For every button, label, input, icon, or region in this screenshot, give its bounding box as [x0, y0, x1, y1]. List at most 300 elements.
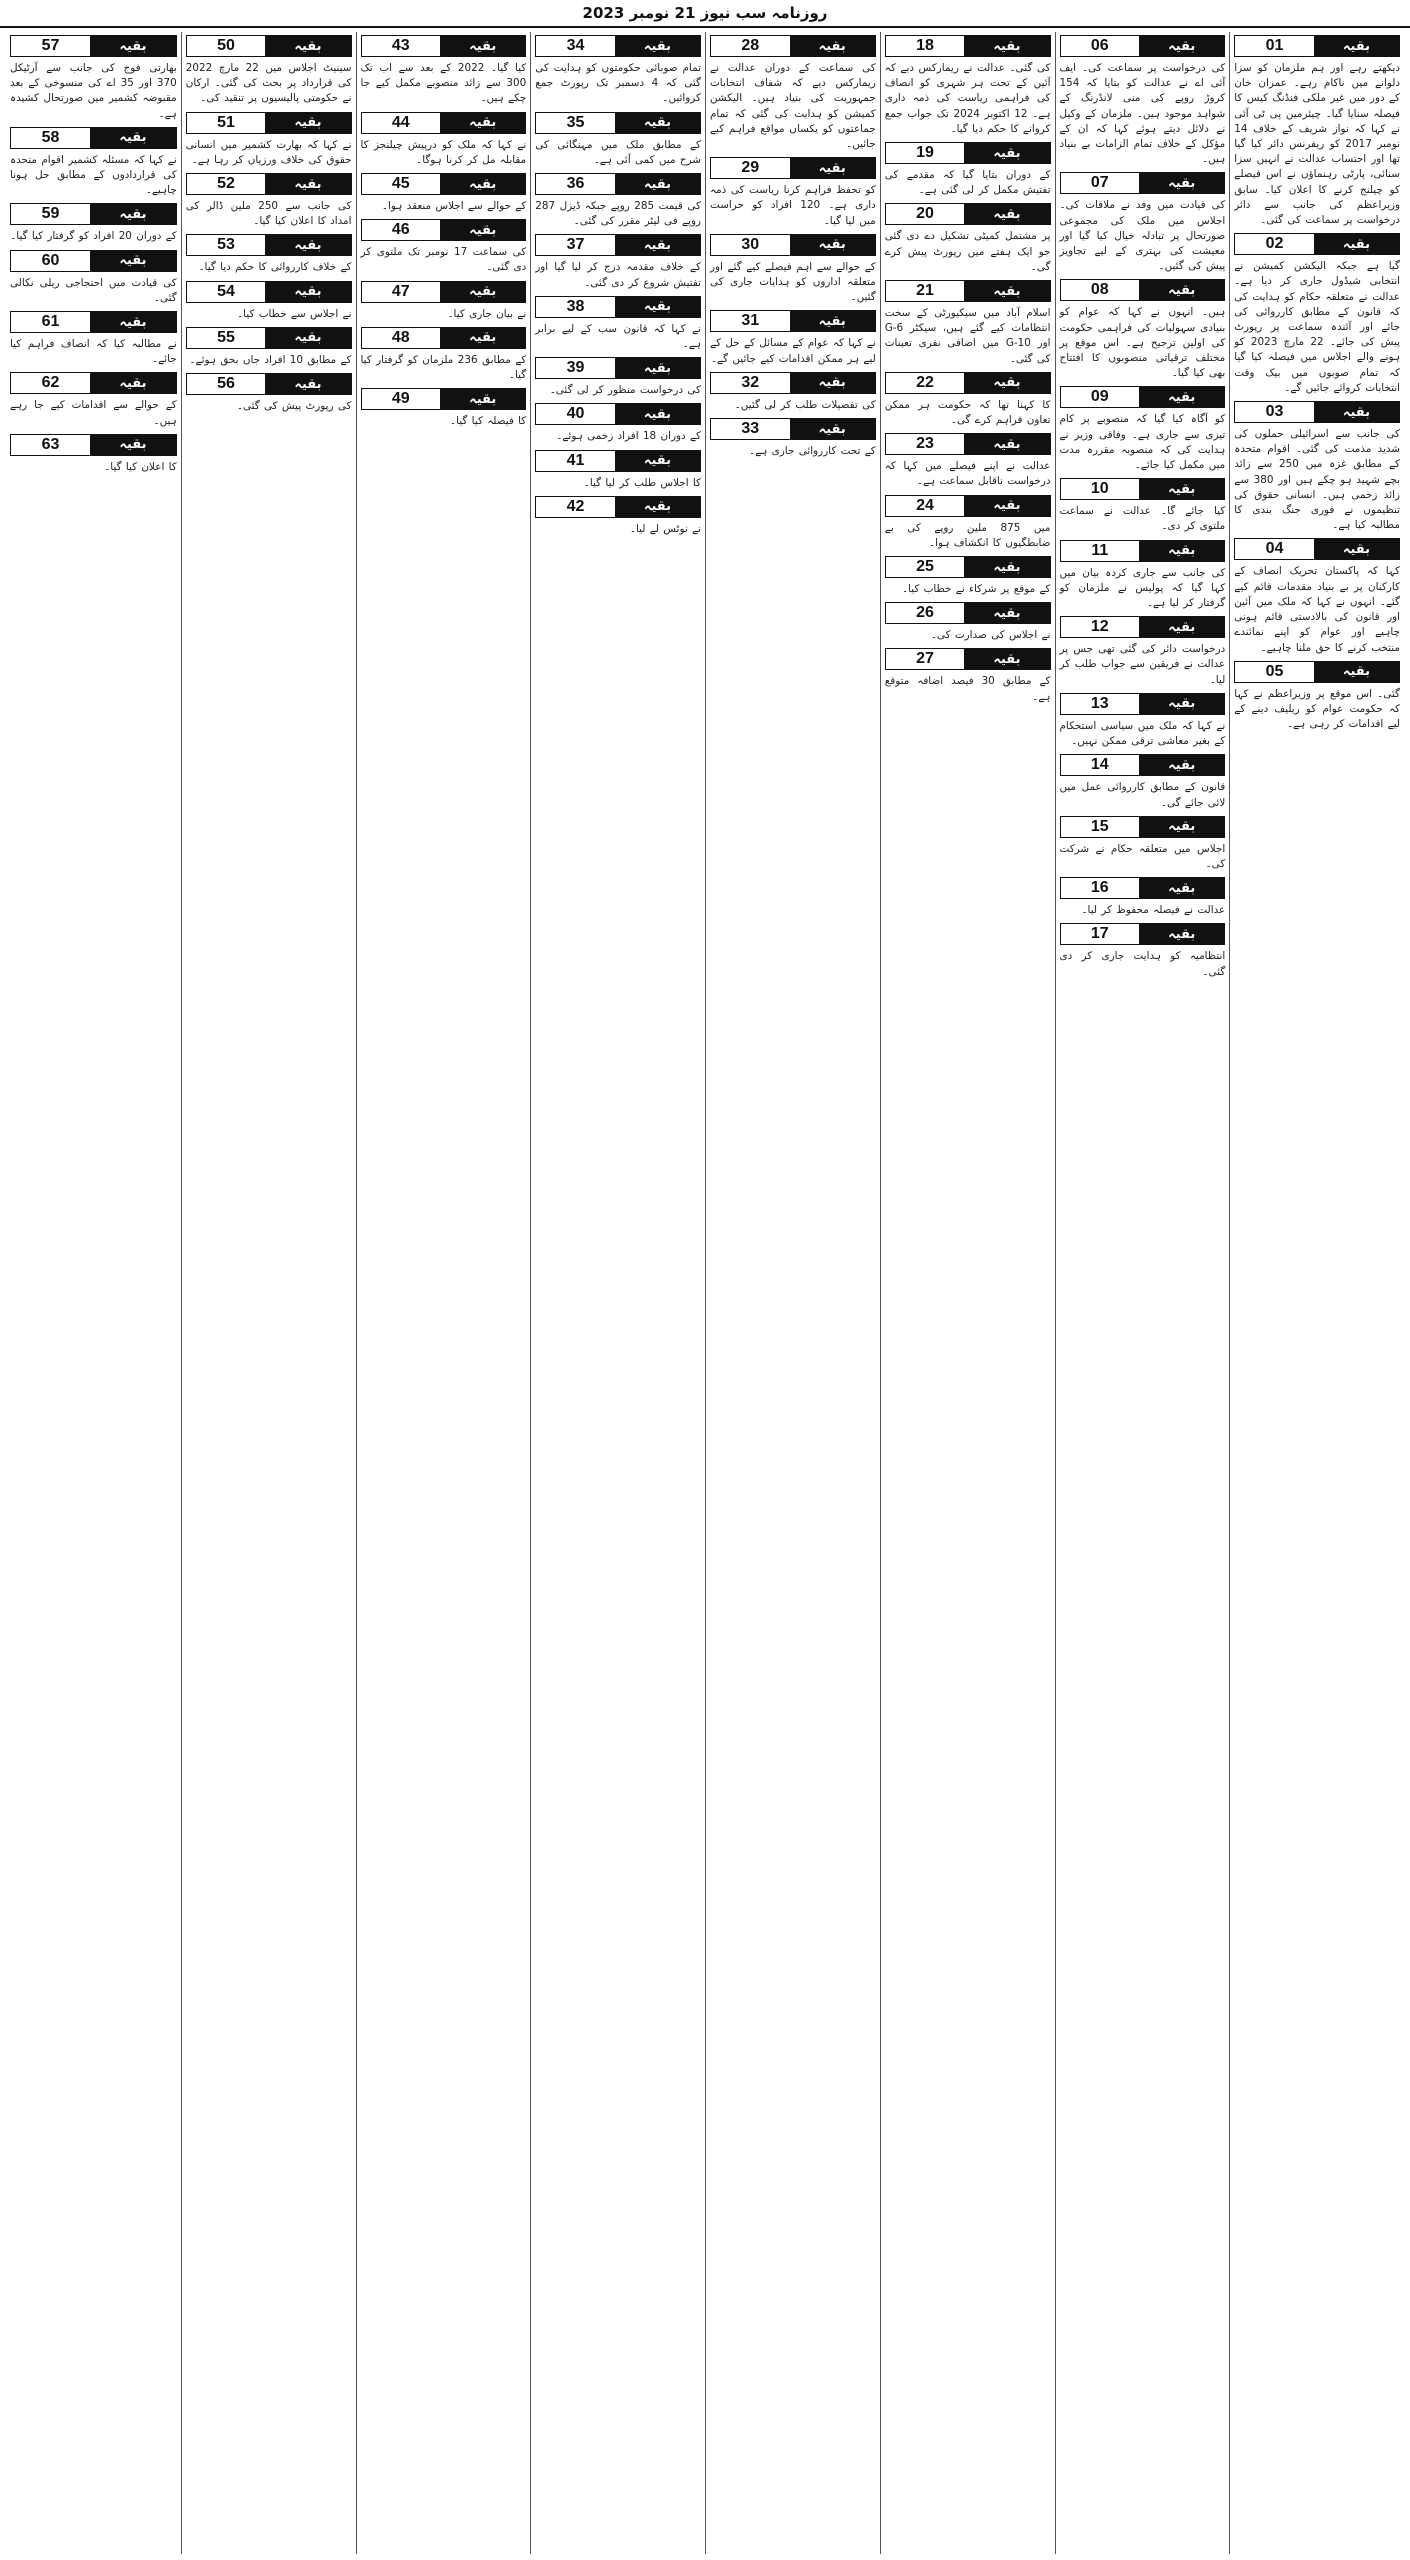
continuation-label: بقیہ [265, 235, 350, 255]
continuation-tag [10, 35, 177, 57]
continuation-label: بقیہ [265, 374, 350, 394]
continuation-text: کے مطابق 236 ملزمان کو گرفتار کیا گیا۔ [360, 353, 527, 382]
continuation-tag [1060, 540, 1226, 562]
continuation-tag [535, 296, 701, 318]
continuation-number: 37 [566, 236, 585, 254]
continuation-number: 18 [916, 37, 934, 54]
continuation-label: بقیہ [964, 496, 1049, 516]
continuation-tag [1060, 35, 1226, 57]
continuation-text: کے خلاف کارروائی کا حکم دیا گیا۔ [198, 261, 352, 274]
continuation-text: کی درخواست پر سماعت کی۔ ایف آئی اے نے عدالت کو بتایا کہ 154 کروڑ روپے کی منی لانڈرنگ کے شواہد موجود ہیں۔ ملزمان کے وکیل نے دلائل دیتے ہوئے کہا کہ ان کے مؤکل کے خلاف تمام الزامات بے بنیاد ہیں۔ [1059, 62, 1226, 166]
continuation-tag [361, 388, 527, 410]
continuation-block [710, 372, 876, 413]
continuation-number: 05 [1265, 662, 1284, 680]
continuation-number: 60 [41, 251, 60, 269]
continuation-text: نے کہا کہ ملک میں سیاسی استحکام کے بغیر معاشی ترقی ممکن نہیں۔ [1059, 719, 1226, 748]
continuation-text: کا اجلاس طلب کر لیا گیا۔ [583, 476, 701, 489]
continuation-label: بقیہ [964, 36, 1049, 56]
continuation-block [710, 157, 876, 229]
continuation-number: 46 [391, 221, 410, 239]
continuation-text: نے مطالبہ کیا کہ انصاف فراہم کیا جائے۔ [10, 338, 177, 366]
newspaper-columns [6, 32, 1404, 2554]
continuation-text: نے اجلاس کی صدارت کی۔ [930, 629, 1051, 642]
continuation-label: بقیہ [1139, 755, 1224, 775]
continuation-tag [1060, 693, 1226, 715]
continuation-text: کے مطابق 30 فیصد اضافہ متوقع ہے۔ [884, 675, 1051, 703]
continuation-block [361, 219, 527, 275]
continuation-number: 15 [1090, 817, 1109, 835]
continuation-text: کی قیمت 285 روپے جبکہ ڈیزل 287 روپے فی لیٹر مقرر کی گئی۔ [535, 200, 701, 228]
column-8 [6, 32, 181, 2554]
continuation-block [885, 35, 1051, 137]
continuation-text: ہیں۔ انہوں نے کہا کہ عوام کو بنیادی سہولیات کی فراہمی حکومت کی اولین ترجیح ہے۔ اس موقع پر مختلف ترقیاتی منصوبوں کا افتتاح بھی کیا گیا۔ [1059, 306, 1226, 380]
continuation-number: 03 [1265, 403, 1284, 421]
continuation-block [710, 35, 876, 152]
continuation-number: 17 [1090, 925, 1109, 943]
column-7 [181, 32, 356, 2554]
continuation-block [361, 388, 527, 429]
continuation-number: 40 [566, 405, 585, 423]
continuation-tag [361, 219, 527, 241]
continuation-text: کے دوران 20 افراد کو گرفتار کیا گیا۔ [10, 230, 177, 243]
continuation-label: بقیہ [615, 235, 700, 255]
continuation-number: 30 [741, 235, 760, 253]
continuation-label: بقیہ [1139, 694, 1224, 714]
continuation-text: کے مطابق ملک میں مہنگائی کی شرح میں کمی آئی ہے۔ [535, 138, 701, 166]
continuation-text: کا فیصلہ کیا گیا۔ [450, 415, 527, 428]
continuation-label: بقیہ [1139, 878, 1224, 898]
continuation-number: 33 [741, 420, 760, 438]
continuation-text: نے کہا کہ قانون سب کے لیے برابر ہے۔ [535, 322, 701, 351]
column-5 [530, 32, 705, 2554]
continuation-tag [710, 372, 876, 394]
continuation-number: 56 [217, 375, 235, 393]
continuation-label: بقیہ [265, 36, 350, 56]
column-1 [1229, 32, 1404, 2554]
continuation-text: گیا ہے جبکہ الیکشن کمیشن نے انتخابی شیڈول جاری کر دیا ہے۔ عدالت نے متعلقہ حکام کو ہدایت کی کہ قانون کے مطابق کارروائی کی جائے اور آئندہ سماعت پر رپورٹ پیش کی جائے۔ 22 مارچ 2023 کو ہونے والے اجلاس میں فیصلہ کیا گیا کہ تمام صوبوں میں بیک وقت انتخابات کروائے جائیں گے۔ [1234, 260, 1401, 394]
continuation-text: کی جانب سے جاری کردہ بیان میں کہا گیا کہ پولیس نے ملزمان کو گرفتار کر لیا ہے۔ [1059, 566, 1226, 610]
continuation-block [361, 281, 527, 322]
continuation-text: دیکھتے رہے اور ہم ملزمان کو سزا دلوانے میں ناکام رہے۔ عمران خان کے دور میں غیر ملکی فنڈنگ کیس کا فیصلہ سنایا گیا۔ چیئرمین پی ٹی آئی نے کہا کہ نواز شریف کے خلاف 14 نومبر 2017 کو ریفرنس دائر کیا گیا تھا اور احتساب عدالت نے انہیں سزا سنائی، پارٹی رہنماؤں نے اس فیصلے کو چیلنج کرنے کا اعلان کیا۔ سابق وزیراعظم کی جانب سے دائر درخواست پر سماعت کی گئی۔ [1234, 62, 1400, 227]
continuation-label: بقیہ [615, 297, 700, 317]
continuation-number: 48 [391, 328, 410, 346]
continuation-label: بقیہ [90, 128, 176, 148]
continuation-block [885, 203, 1051, 275]
continuation-text: میں 875 ملین روپے کی بے ضابطگیوں کا انکشاف ہوا۔ [884, 521, 1051, 549]
continuation-tag [710, 234, 876, 256]
continuation-text: کے حوالے سے اہم فیصلے کیے گئے اور متعلقہ اداروں کو ہدایات جاری کی گئیں۔ [710, 260, 876, 304]
continuation-tag [186, 327, 352, 349]
continuation-text: گئی۔ اس موقع پر وزیراعظم نے کہا کہ حکومت عوام کو ریلیف دینے کے لیے اقدامات کر رہی ہے۔ [1234, 687, 1400, 731]
continuation-number: 49 [391, 390, 410, 408]
continuation-number: 01 [1265, 37, 1284, 54]
continuation-block [1234, 35, 1400, 228]
continuation-text: نے نوٹس لے لیا۔ [629, 522, 701, 535]
continuation-label: بقیہ [790, 419, 875, 439]
continuation-label: بقیہ [615, 497, 700, 517]
continuation-number: 43 [391, 37, 410, 54]
continuation-tag [1234, 538, 1400, 560]
continuation-number: 36 [566, 175, 585, 193]
continuation-label: بقیہ [1139, 617, 1224, 637]
continuation-label: بقیہ [1314, 662, 1399, 682]
continuation-block [535, 450, 701, 491]
continuation-tag [10, 250, 177, 272]
continuation-block [885, 556, 1051, 597]
continuation-text: کی تفصیلات طلب کر لی گئیں۔ [734, 398, 876, 411]
continuation-number: 02 [1265, 235, 1284, 253]
continuation-label: بقیہ [1314, 539, 1399, 559]
continuation-block [361, 173, 527, 214]
continuation-number: 24 [916, 496, 934, 514]
continuation-block [710, 418, 876, 459]
continuation-number: 55 [217, 328, 235, 346]
continuation-number: 51 [217, 113, 235, 131]
continuation-number: 12 [1090, 618, 1109, 636]
column-2 [1055, 32, 1230, 2554]
continuation-number: 28 [741, 37, 760, 54]
continuation-text: اسلام آباد میں سیکیورٹی کے سخت انتظامات کیے گئے ہیں، سیکٹر G-6 اور G-10 میں اضافی نفری تعینات کی گئی۔ [884, 307, 1051, 365]
continuation-text: نے کہا کہ بھارت کشمیر میں انسانی حقوق کی خلاف ورزیاں کر رہا ہے۔ [185, 138, 352, 166]
continuation-tag [1060, 923, 1226, 945]
continuation-label: بقیہ [964, 373, 1049, 393]
continuation-tag [885, 280, 1051, 302]
continuation-number: 58 [41, 128, 60, 146]
continuation-block [1060, 35, 1226, 167]
continuation-tag [186, 173, 352, 195]
continuation-tag [361, 281, 527, 303]
continuation-text: کا اعلان کیا گیا۔ [104, 460, 177, 473]
continuation-block [1060, 540, 1226, 612]
continuation-block [186, 173, 352, 229]
continuation-number: 39 [566, 359, 585, 377]
continuation-tag [1060, 386, 1226, 408]
column-4 [705, 32, 880, 2554]
continuation-number: 52 [217, 175, 235, 193]
continuation-text: کا کہنا تھا کہ حکومت ہر ممکن تعاون فراہم کرے گی۔ [884, 398, 1051, 427]
continuation-number: 45 [391, 175, 410, 193]
continuation-block [186, 373, 352, 414]
continuation-tag [535, 35, 701, 57]
continuation-tag [885, 142, 1051, 164]
continuation-tag [186, 112, 352, 134]
continuation-label: بقیہ [615, 113, 700, 133]
continuation-label: بقیہ [440, 328, 525, 348]
continuation-number: 29 [741, 159, 760, 177]
continuation-tag [885, 602, 1051, 624]
continuation-label: بقیہ [790, 311, 875, 331]
continuation-text: قانون کے مطابق کارروائی عمل میں لائی جائے گی۔ [1059, 781, 1226, 809]
continuation-label: بقیہ [615, 36, 700, 56]
continuation-text: کی قیادت میں احتجاجی ریلی نکالی گئی۔ [10, 276, 177, 304]
continuation-number: 31 [741, 312, 760, 330]
continuation-block [885, 372, 1051, 428]
continuation-tag [885, 648, 1051, 670]
continuation-tag [186, 281, 352, 303]
continuation-text: عدالت نے اپنے فیصلے میں کہا کہ درخواست ناقابل سماعت ہے۔ [884, 460, 1051, 488]
continuation-tag [361, 112, 527, 134]
continuation-label: بقیہ [964, 204, 1049, 224]
continuation-tag [885, 372, 1051, 394]
continuation-block [186, 327, 352, 368]
continuation-tag [361, 173, 527, 195]
continuation-label: بقیہ [90, 204, 176, 224]
continuation-number: 38 [566, 297, 585, 315]
continuation-text: تمام صوبائی حکومتوں کو ہدایت کی گئی کہ 4 دسمبر تک رپورٹ جمع کروائیں۔ [535, 62, 701, 105]
continuation-tag [10, 203, 177, 225]
continuation-tag [1234, 401, 1400, 423]
continuation-tag [535, 234, 701, 256]
continuation-tag [1060, 279, 1226, 301]
continuation-text: انتظامیہ کو ہدایت جاری کر دی گئی۔ [1059, 950, 1226, 978]
continuation-block [361, 327, 527, 383]
continuation-tag [1234, 661, 1400, 683]
continuation-block [361, 112, 527, 168]
continuation-text: کے حوالے سے اجلاس منعقد ہوا۔ [381, 200, 527, 213]
continuation-block [1060, 386, 1226, 473]
continuation-tag [535, 496, 701, 518]
continuation-number: 35 [566, 113, 585, 131]
continuation-label: بقیہ [1314, 36, 1399, 56]
continuation-number: 62 [41, 374, 60, 392]
continuation-block [10, 35, 177, 122]
continuation-label: بقیہ [1139, 36, 1224, 56]
continuation-text: کی جانب سے اسرائیلی حملوں کی شدید مذمت کی گئی۔ اقوام متحدہ کے مطابق غزہ میں 250 سے زائد بچے شہید ہو چکے ہیں اور 380 سے زائد زخمی ہیں۔ انسانی حقوق کی تنظیموں نے فوری جنگ بندی کا مطالبہ کیا ہے۔ [1234, 428, 1400, 532]
continuation-block [186, 234, 352, 275]
continuation-number: 41 [566, 451, 585, 469]
continuation-tag [710, 35, 876, 57]
continuation-text: درخواست دائر کی گئی تھی جس پر عدالت نے فریقین سے جواب طلب کر لیا۔ [1059, 643, 1226, 686]
continuation-tag [1060, 877, 1226, 899]
continuation-block [10, 434, 177, 475]
continuation-block [186, 112, 352, 168]
continuation-label: بقیہ [964, 649, 1049, 669]
continuation-text: کی رپورٹ پیش کی گئی۔ [236, 400, 352, 413]
continuation-block [10, 127, 177, 199]
continuation-label: بقیہ [90, 435, 176, 455]
continuation-text: کی سماعت 17 نومبر تک ملتوی کر دی گئی۔ [360, 246, 527, 274]
continuation-text: کیا جائے گا۔ عدالت نے سماعت ملتوی کر دی۔ [1059, 505, 1226, 533]
continuation-number: 59 [41, 205, 60, 223]
continuation-tag [186, 234, 352, 256]
continuation-text: اجلاس میں متعلقہ حکام نے شرکت کی۔ [1059, 842, 1226, 870]
masthead-title: روزنامہ سب نیوز 21 نومبر 2023 [582, 4, 828, 22]
continuation-number: 42 [566, 497, 585, 515]
continuation-text: کی قیادت میں وفد نے ملاقات کی۔ اجلاس میں ملک کی مجموعی صورتحال پر تبادلہ خیال کیا گیا اور معیشت کی بہتری کے لیے تجاویز پیش کی گئیں۔ [1059, 199, 1226, 273]
continuation-text: پر مشتمل کمیٹی تشکیل دے دی گئی جو ایک ہفتے میں رپورٹ پیش کرے گی۔ [884, 230, 1051, 273]
continuation-text: کے حوالے سے اقدامات کیے جا رہے ہیں۔ [10, 399, 177, 427]
continuation-label: بقیہ [1314, 402, 1399, 422]
continuation-tag [535, 357, 701, 379]
continuation-number: 10 [1090, 480, 1109, 498]
continuation-block [1060, 923, 1226, 979]
continuation-text: نے بیان جاری کیا۔ [447, 307, 527, 320]
continuation-block [535, 357, 701, 398]
continuation-tag [361, 327, 527, 349]
continuation-block [186, 35, 352, 107]
continuation-tag [535, 403, 701, 425]
continuation-number: 47 [391, 282, 410, 300]
continuation-block [885, 495, 1051, 551]
continuation-label: بقیہ [440, 220, 525, 240]
continuation-text: نے اجلاس سے خطاب کیا۔ [237, 307, 352, 320]
continuation-label: بقیہ [964, 434, 1049, 454]
column-3 [880, 32, 1055, 2554]
continuation-text: کو آگاہ کیا گیا کہ منصوبے پر کام تیزی سے جاری ہے۔ وفاقی وزیر نے ہدایت کی کہ منصوبہ مقررہ مدت میں مکمل کیا جائے۔ [1059, 413, 1226, 472]
continuation-block [1060, 816, 1226, 872]
continuation-block [10, 372, 177, 428]
continuation-tag [885, 495, 1051, 517]
continuation-label: بقیہ [1314, 234, 1399, 254]
continuation-block [710, 310, 876, 366]
continuation-tag [10, 372, 177, 394]
continuation-label: بقیہ [1139, 280, 1224, 300]
continuation-block [10, 250, 177, 306]
continuation-block [710, 234, 876, 306]
continuation-tag [885, 433, 1051, 455]
continuation-text: کے خلاف مقدمہ درج کر لیا گیا اور تفتیش شروع کر دی گئی۔ [535, 261, 701, 289]
continuation-tag [1234, 35, 1400, 57]
continuation-tag [10, 311, 177, 333]
continuation-block [535, 496, 701, 537]
continuation-label: بقیہ [265, 113, 350, 133]
continuation-tag [361, 35, 527, 57]
continuation-number: 16 [1090, 879, 1109, 897]
continuation-text: کے دوران بتایا گیا کہ مقدمے کی تفتیش مکمل کر لی گئی ہے۔ [884, 169, 1051, 197]
continuation-label: بقیہ [964, 143, 1049, 163]
continuation-label: بقیہ [615, 451, 700, 471]
continuation-block [1060, 478, 1226, 534]
continuation-tag [10, 434, 177, 456]
continuation-label: بقیہ [90, 251, 176, 271]
column-6 [356, 32, 531, 2554]
continuation-text: کہا کہ پاکستان تحریک انصاف کے کارکنان پر بے بنیاد مقدمات قائم کیے گئے۔ انہوں نے کہا کہ ملک میں آئین اور قانون کی بالادستی قائم ہونی چاہیے اور عوام کو اپنے نمائندے منتخب کرنے کا حق ملنا چاہیے۔ [1234, 565, 1400, 654]
continuation-number: 22 [916, 373, 934, 391]
continuation-number: 23 [916, 435, 934, 453]
continuation-tag [1234, 233, 1400, 255]
continuation-tag [1060, 172, 1226, 194]
continuation-number: 54 [217, 282, 235, 300]
continuation-tag [1060, 478, 1226, 500]
continuation-block [1234, 661, 1400, 733]
continuation-tag [535, 450, 701, 472]
continuation-text: کو تحفظ فراہم کرنا ریاست کی ذمہ داری ہے۔ 120 افراد کو حراست میں لیا گیا۔ [710, 184, 876, 227]
continuation-label: بقیہ [440, 174, 525, 194]
continuation-number: 06 [1090, 37, 1109, 54]
continuation-block [535, 296, 701, 352]
continuation-tag [535, 112, 701, 134]
continuation-number: 09 [1090, 388, 1109, 406]
continuation-label: بقیہ [790, 373, 875, 393]
continuation-block [885, 433, 1051, 489]
continuation-tag [885, 35, 1051, 57]
continuation-label: بقیہ [964, 281, 1049, 301]
continuation-text: کی درخواست منظور کر لی گئی۔ [549, 384, 701, 397]
continuation-label: بقیہ [265, 328, 350, 348]
continuation-number: 27 [916, 650, 934, 668]
continuation-block [885, 280, 1051, 367]
continuation-block [535, 35, 701, 107]
continuation-number: 07 [1090, 174, 1109, 192]
continuation-label: بقیہ [615, 404, 700, 424]
continuation-block [885, 142, 1051, 198]
continuation-tag [710, 310, 876, 332]
continuation-block [10, 311, 177, 367]
continuation-label: بقیہ [790, 158, 875, 178]
continuation-block [1060, 172, 1226, 274]
continuation-text: کی سماعت کے دوران عدالت نے ریمارکس دیے کہ شفاف انتخابات جمہوریت کی بنیاد ہیں۔ الیکشن کمیشن کو ہدایت کی گئی کہ تمام جماعتوں کو یکساں مواقع فراہم کیے جائیں۔ [710, 62, 876, 151]
continuation-text: کیا گیا۔ 2022 کے بعد سے اب تک 300 سے زائد منصوبے مکمل کیے جا چکے ہیں۔ [360, 62, 527, 105]
continuation-text: کے موقع پر شرکاء نے خطاب کیا۔ [901, 583, 1051, 596]
continuation-tag [885, 203, 1051, 225]
continuation-label: بقیہ [1139, 541, 1224, 561]
continuation-block [1234, 538, 1400, 655]
continuation-block [1060, 754, 1226, 810]
continuation-label: بقیہ [615, 358, 700, 378]
continuation-label: بقیہ [265, 282, 350, 302]
continuation-tag [1060, 616, 1226, 638]
continuation-label: بقیہ [440, 282, 525, 302]
continuation-tag [710, 157, 876, 179]
continuation-text: کے دوران 18 افراد زخمی ہوئے۔ [556, 430, 701, 443]
continuation-text: کے تحت کارروائی جاری ہے۔ [749, 445, 876, 458]
continuation-block [1060, 616, 1226, 688]
continuation-number: 04 [1265, 540, 1284, 558]
continuation-text: کی جانب سے 250 ملین ڈالر کی امداد کا اعلان کیا گیا۔ [185, 200, 352, 228]
continuation-tag [10, 127, 177, 149]
continuation-text: بھارتی فوج کی جانب سے آرٹیکل 370 اور 35 اے کی منسوخی کے بعد مقبوضہ کشمیر میں صورتحال کشیدہ ہے۔ [10, 62, 177, 120]
continuation-tag [1060, 754, 1226, 776]
continuation-block [186, 281, 352, 322]
continuation-number: 20 [916, 205, 934, 223]
continuation-label: بقیہ [265, 174, 350, 194]
continuation-number: 61 [41, 313, 60, 331]
continuation-number: 32 [741, 373, 760, 391]
continuation-block [885, 648, 1051, 704]
continuation-number: 21 [916, 282, 934, 300]
continuation-label: بقیہ [1139, 479, 1224, 499]
continuation-label: بقیہ [1139, 924, 1224, 944]
continuation-text: عدالت نے فیصلہ محفوظ کر لیا۔ [1081, 904, 1226, 917]
continuation-tag [1060, 816, 1226, 838]
continuation-number: 11 [1091, 541, 1109, 559]
continuation-number: 34 [566, 37, 585, 54]
continuation-tag [885, 556, 1051, 578]
continuation-block [535, 403, 701, 444]
continuation-block [535, 234, 701, 290]
continuation-text: نے کہا کہ ملک کو درپیش چیلنجز کا مقابلہ مل کر کرنا ہوگا۔ [360, 138, 527, 166]
continuation-label: بقیہ [1139, 173, 1224, 193]
continuation-label: بقیہ [90, 312, 176, 332]
continuation-label: بقیہ [964, 603, 1049, 623]
continuation-tag [535, 173, 701, 195]
continuation-label: بقیہ [440, 36, 525, 56]
continuation-number: 08 [1090, 281, 1109, 299]
continuation-tag [186, 35, 352, 57]
continuation-block [1234, 233, 1400, 396]
continuation-label: بقیہ [615, 174, 700, 194]
continuation-label: بقیہ [1139, 817, 1224, 837]
continuation-label: بقیہ [90, 373, 176, 393]
continuation-block [1060, 693, 1226, 749]
masthead [0, 0, 1410, 28]
continuation-text: کے مطابق 10 افراد جاں بحق ہوئے۔ [189, 353, 352, 366]
continuation-label: بقیہ [790, 36, 875, 56]
continuation-number: 50 [217, 37, 235, 54]
continuation-number: 57 [41, 37, 60, 54]
continuation-tag [186, 373, 352, 395]
continuation-block [885, 602, 1051, 643]
